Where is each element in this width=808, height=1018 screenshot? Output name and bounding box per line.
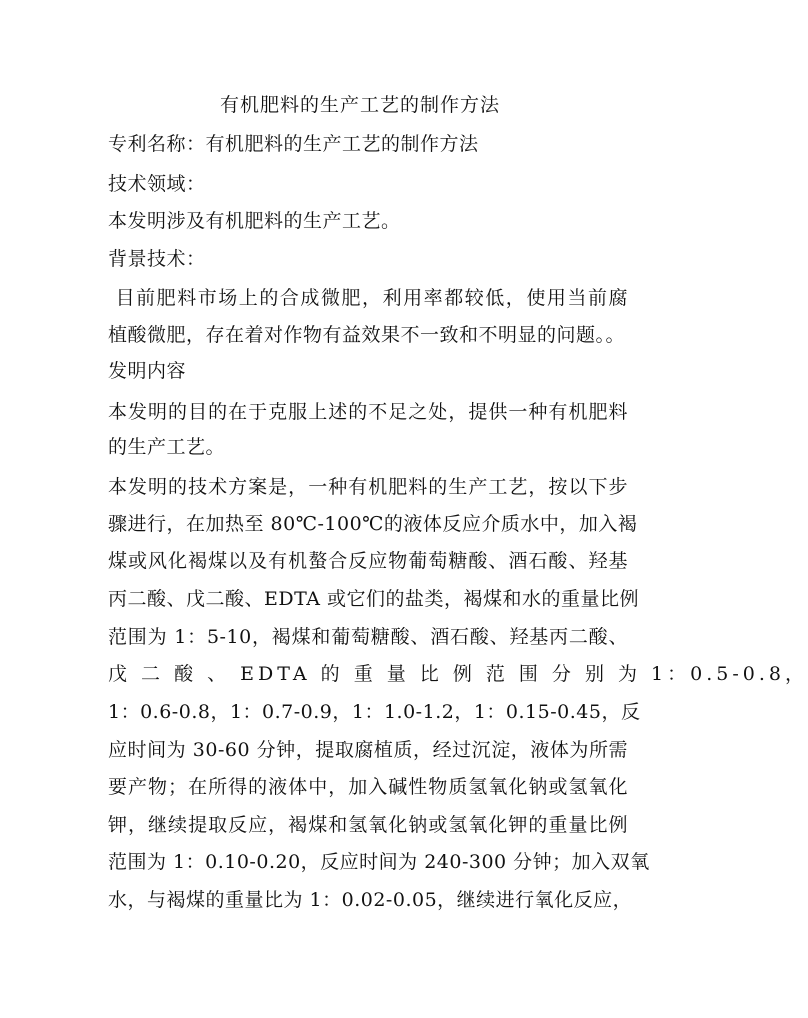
- paragraph-line: 范围为 1：5-10，褐煤和葡萄糖酸、酒石酸、羟基丙二酸、: [108, 626, 628, 648]
- paragraph-line: 1：0.6-0.8，1：0.7-0.9，1：1.0-1.2，1：0.15-0.45，反: [108, 701, 641, 723]
- document-title: 有机肥料的生产工艺的制作方法: [219, 94, 500, 116]
- paragraph-line: 的生产工艺。: [108, 436, 226, 458]
- section-heading-summary: 发明内容: [108, 360, 187, 382]
- paragraph-line: 本发明的技术方案是，一种有机肥料的生产工艺，按以下步: [108, 476, 628, 498]
- section-heading-background: 背景技术：: [108, 248, 206, 270]
- paragraph-line: 煤或风化褐煤以及有机螯合反应物葡萄糖酸、酒石酸、羟基: [108, 550, 628, 572]
- paragraph-line: 水，与褐煤的重量比为 1：0.02-0.05，继续进行氧化反应，: [108, 889, 633, 911]
- paragraph-line: 骤进行，在加热至 80℃-100℃的液体反应介质水中，加入褐: [108, 513, 638, 535]
- paragraph-line: 钾，继续提取反应，褐煤和氢氧化钠或氢氧化钾的重量比例: [108, 814, 628, 836]
- section-heading-technical-field: 技术领域：: [108, 173, 206, 195]
- patent-name-line: 专利名称：有机肥料的生产工艺的制作方法: [108, 133, 479, 155]
- paragraph-line: 应时间为 30-60 分钟，提取腐植质，经过沉淀，液体为所需: [108, 739, 628, 761]
- paragraph-line: 范围为 1：0.10-0.20，反应时间为 240-300 分钟；加入双氧: [108, 851, 650, 873]
- paragraph-line: 本发明涉及有机肥料的生产工艺。: [108, 210, 401, 232]
- paragraph-line: 本发明的目的在于克服上述的不足之处，提供一种有机肥料: [108, 401, 628, 423]
- paragraph-line: 戊 二 酸 、 EDTA 的 重 量 比 例 范 围 分 别 为 1：0.5-0.8，: [108, 663, 808, 685]
- paragraph-line: 目前肥料市场上的合成微肥，利用率都较低，使用当前腐: [108, 287, 628, 309]
- paragraph-line: 要产物；在所得的液体中，加入碱性物质氢氧化钠或氢氧化: [108, 776, 628, 798]
- paragraph-line: 植酸微肥，存在着对作物有益效果不一致和不明显的问题。。: [108, 324, 626, 346]
- paragraph-line: 丙二酸、戊二酸、EDTA 或它们的盐类，褐煤和水的重量比例: [108, 588, 639, 610]
